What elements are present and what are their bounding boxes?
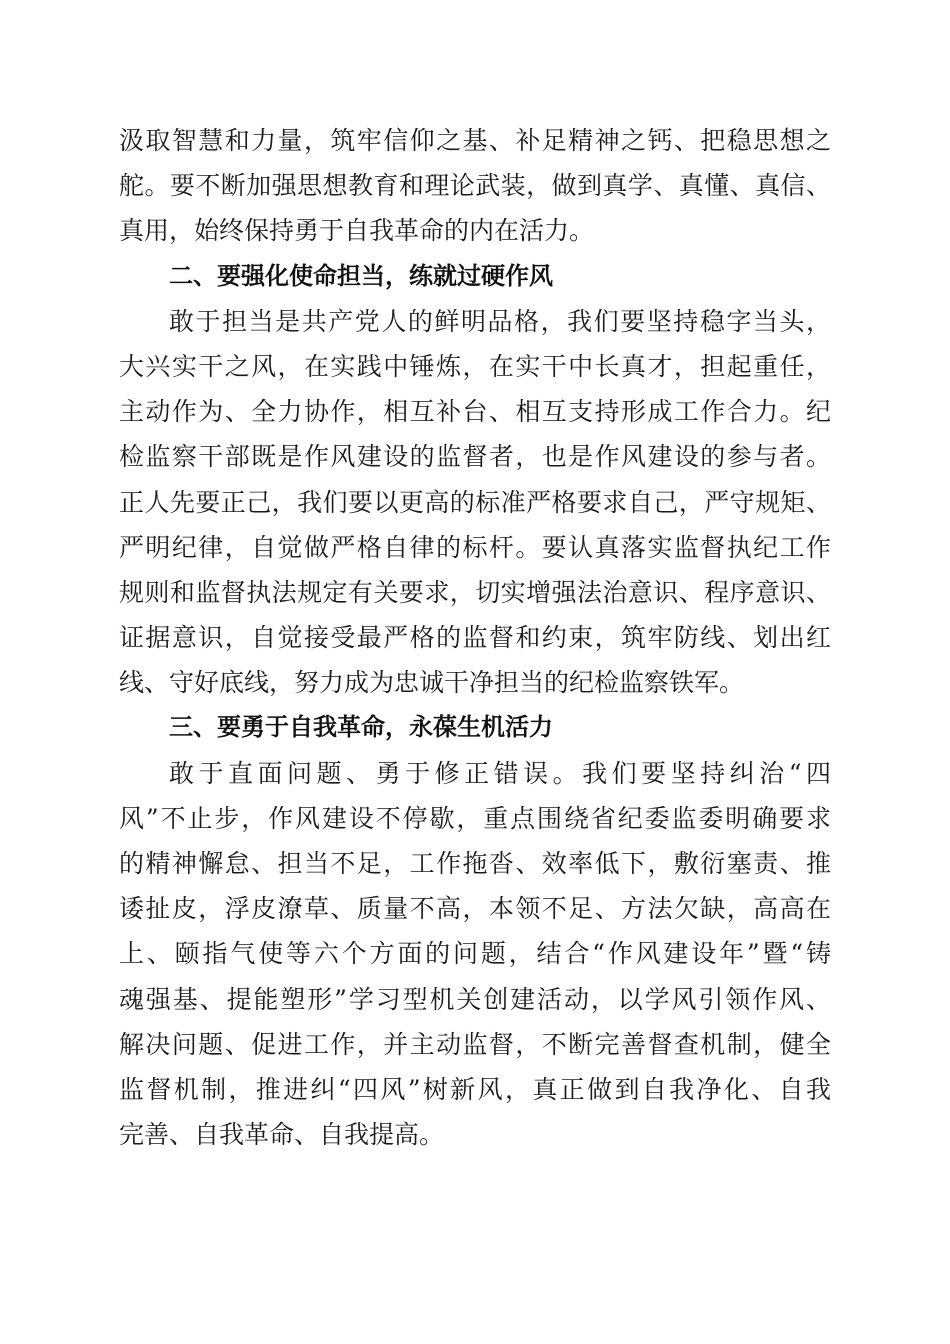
text-line: 严明纪律，自觉做严格自律的标杆。要认真落实监督执纪工作: [119, 532, 831, 562]
section-2: [119, 254, 831, 706]
text-line: 监督机制，推进纠“四风”树新风，真正做到自我净化、自我: [119, 1074, 831, 1104]
text-line: 大兴实干之风，在实践中锤炼，在实干中长真才，担起重任，: [119, 351, 831, 381]
text-line: 检监察干部既是作风建设的监督者，也是作风建设的参与者。: [119, 442, 831, 472]
text-line: 诿扯皮，浮皮潦草、质量不高，本领不足、方法欠缺，高高在: [119, 894, 831, 924]
text-line: 的精神懈怠、担当不足，工作拖沓、效率低下，敷衍塞责、推: [119, 849, 831, 878]
document-body: [119, 118, 831, 1157]
text-line: 魂强基、提能塑形”学习型机关创建活动，以学风引领作风、: [119, 984, 831, 1014]
text-line: 线、守好底线，努力成为忠诚干净担当的纪检监察铁军。: [119, 668, 745, 698]
section-3: [119, 705, 831, 1157]
paragraph-intro: [119, 118, 831, 254]
section-heading: 二、要强化使命担当，练就过硬作风: [169, 261, 553, 290]
text-line: 证据意识，自觉接受最严格的监督和约束，筑牢防线、划出红: [119, 623, 831, 653]
text-line: 解决问题、促进工作，并主动监督，不断完善督查机制，健全: [119, 1029, 831, 1059]
text-line: 敢于担当是共产党人的鲜明品格，我们要坚持稳字当头，: [169, 306, 831, 336]
text-line: 主动作为、全力协作，相互补台、相互支持形成工作合力。纪: [119, 397, 831, 427]
section-heading: 三、要勇于自我革命，永葆生机活力: [169, 713, 553, 742]
text-line: 上、颐指气使等六个方面的问题，结合“作风建设年”暨“铸: [119, 939, 831, 969]
text-line: 舵。要不断加强思想教育和理论武装，做到真学、真懂、真信、: [119, 171, 831, 201]
text-line: 真用，始终保持勇于自我革命的内在活力。: [119, 216, 595, 246]
text-line: 规则和监督执法规定有关要求，切实增强法治意识、程序意识、: [119, 577, 831, 607]
text-line: 汲取智慧和力量，筑牢信仰之基、补足精神之钙、把稳思想之: [119, 126, 831, 155]
text-line: 完善、自我革命、自我提高。: [119, 1120, 445, 1150]
text-line: 正人先要正己，我们要以更高的标准严格要求自己，严守规矩、: [119, 487, 831, 517]
text-line: 敢于直面问题、勇于修正错误。我们要坚持纠治“四: [169, 758, 831, 788]
text-line: 风”不止步，作风建设不停歇，重点围绕省纪委监委明确要求: [119, 803, 831, 833]
